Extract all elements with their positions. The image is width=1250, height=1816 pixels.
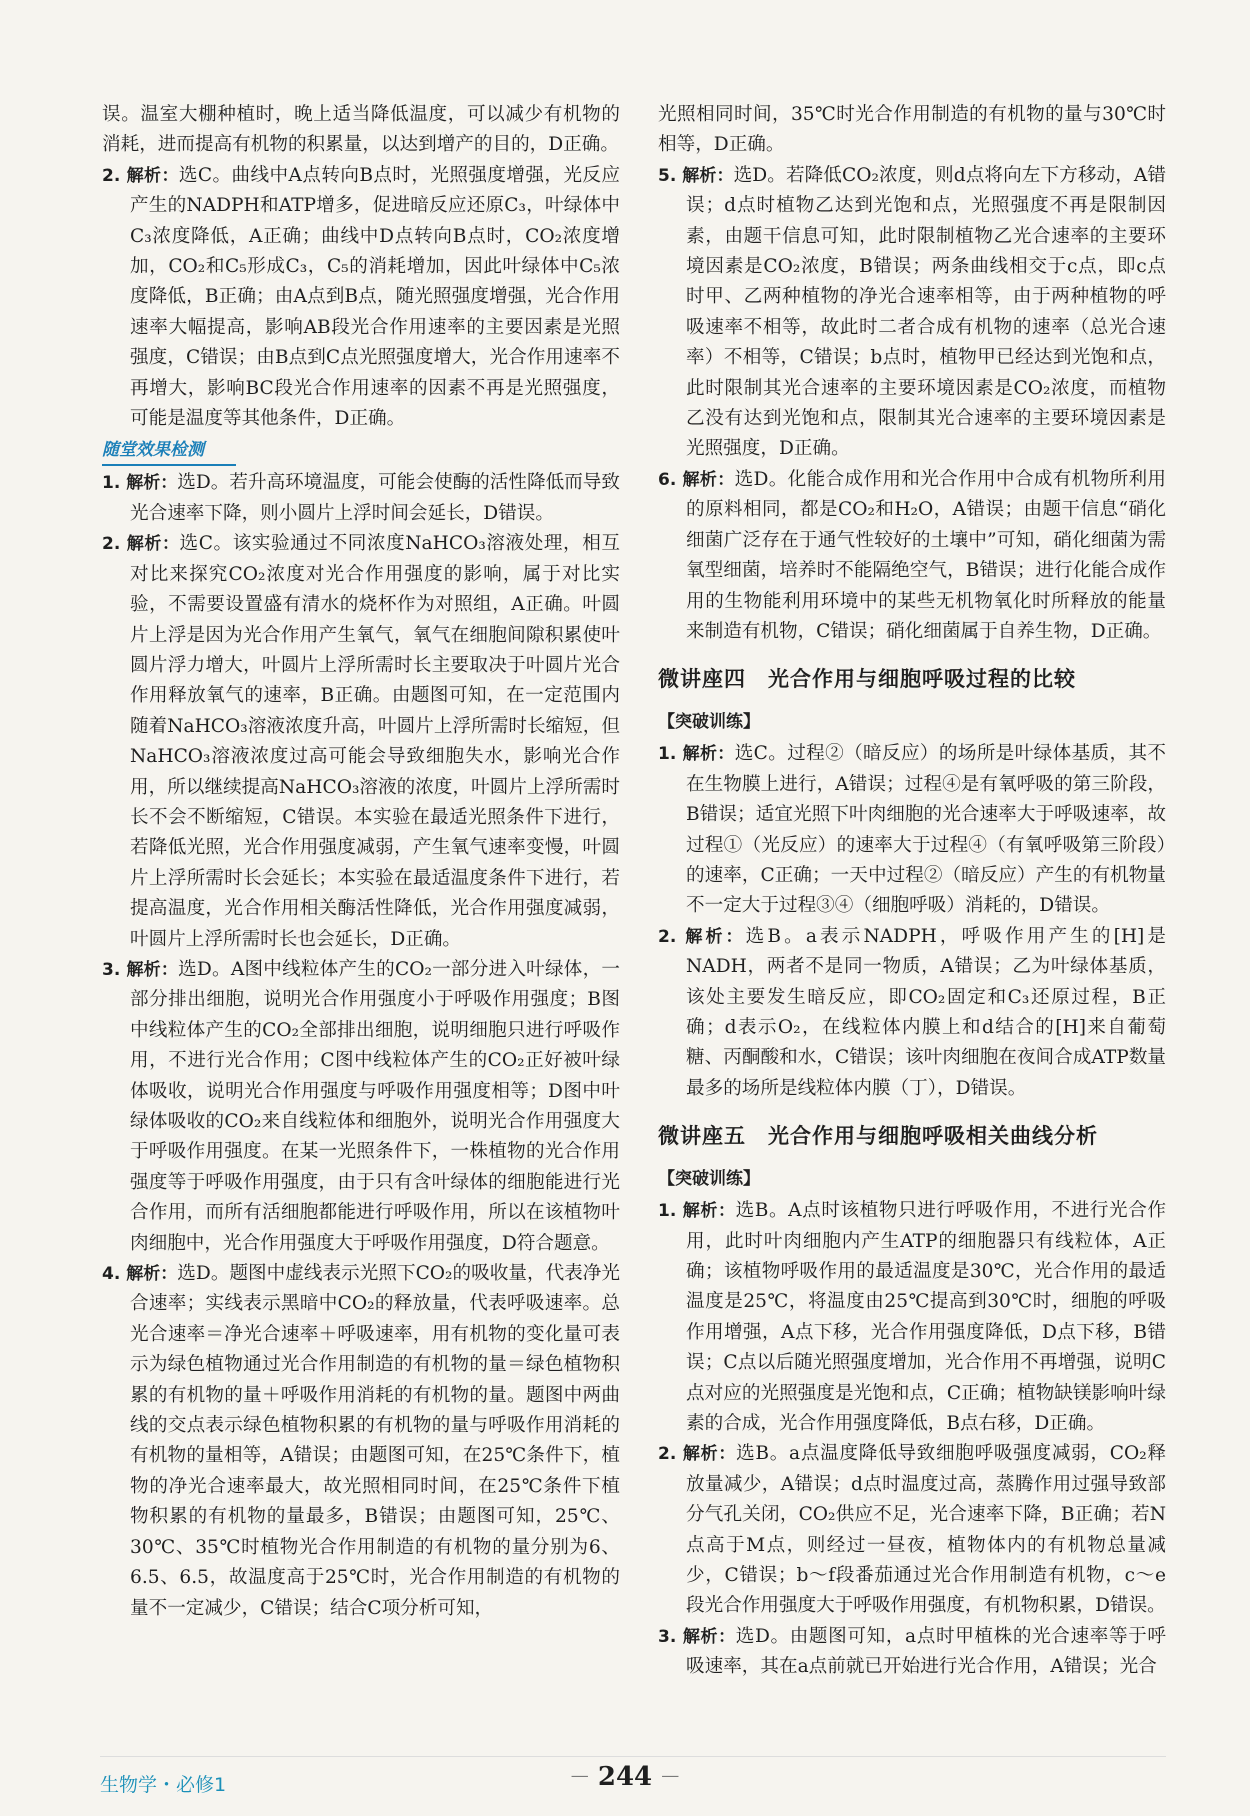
answer-item xyxy=(658,1439,1166,1621)
item-label: 解析： xyxy=(682,744,735,765)
page-number-text: 244 xyxy=(597,1762,653,1792)
answer-item xyxy=(658,465,1166,647)
item-text: 选C。该实验通过不同浓度NaHCO₃溶液处理，相互对比来探究CO₂浓度对光合作用强度的影响，属于对比实验，不需要设置盛有清水的烧杯作为对照组，A正确。叶圆片上浮是因为光合作用产生氧气，氧气在细胞间隙积累使叶圆片浮力增大，叶圆片上浮所需时长主要取决于叶圆片光合作用释放氧气的速率，B正确。由题图可知，在一定范围内随着NaHCO₃溶液浓度升高，叶圆片上浮所需时长缩短，但NaHCO₃溶液浓度过高可能会导致细胞失水，影响光合作用，所以继续提高NaHCO₃溶液的浓度，叶圆片上浮所需时长不会不断缩短，C错误。本实验在最适光照条件下进行，若降低光照，光合作用强度减弱，产生氧气速率变慢，叶圆片上浮所需时长会延长；本实验在最适温度条件下进行，若提高温度，光合作用相关酶活性降低，光合作用强度减弱，叶圆片上浮所需时长也会延长，D正确。 xyxy=(130,533,620,950)
subsection-heading: 随堂效果检测 xyxy=(102,436,236,466)
item-number: 1. xyxy=(658,744,677,765)
answer-item xyxy=(102,955,620,1259)
footer-rule xyxy=(100,1756,1166,1757)
item-number: 6. xyxy=(658,469,677,490)
answer-item xyxy=(658,922,1166,1104)
section-title: 微讲座四 光合作用与细胞呼吸过程的比较 xyxy=(658,667,1076,692)
page-number: — 244 — xyxy=(570,1762,680,1792)
footer-subject: 生物学・必修1 xyxy=(100,1774,227,1796)
answer-item xyxy=(102,468,620,529)
item-label: 解析： xyxy=(126,959,179,980)
item-number: 5. xyxy=(658,165,677,186)
item-number: 4. xyxy=(102,1264,121,1285)
training-label: 【突破训练】 xyxy=(658,1169,760,1190)
item-number: 3. xyxy=(658,1626,677,1647)
answer-item xyxy=(102,529,620,955)
section-title: 微讲座五 光合作用与细胞呼吸相关曲线分析 xyxy=(658,1124,1098,1149)
answer-item xyxy=(658,739,1166,921)
item-text: 选B。A点时该植物只进行呼吸作用，不进行光合作用，此时叶肉细胞内产生ATP的细胞器只有线粒体，A正确；该植物呼吸作用的最适温度是30℃，光合作用的最适温度是25℃，将温度由25℃提高到30℃时，细胞的呼吸作用增强，A点下移，光合作用强度降低，D点下移，B错误；C点以后随光照强度增加，光合作用不再增强，说明C点对应的光照强度是光饱和点，C正确；植物缺镁影响叶绿素的合成，光合作用强度降低，B点右移，D正确。 xyxy=(686,1200,1167,1435)
item-number: 1. xyxy=(658,1201,677,1222)
left-column xyxy=(102,100,620,1624)
item-text: 选D。化能合成作用和光合作用中合成有机物所利用的原料相同，都是CO₂和H₂O，A错误；由题干信息“硝化细菌广泛存在于通气性较好的土壤中”可知，硝化细菌为需氧型细菌，培养时不能隔绝空气，B错误；进行化能合成作用的生物能利用环境中的某些无机物氧化时所释放的能量来制造有机物，C错误；硝化细菌属于自养生物，D正确。 xyxy=(686,468,1166,642)
item-text: 选D。A图中线粒体产生的CO₂一部分进入叶绿体，一部分排出细胞，说明光合作用强度小于呼吸作用强度；B图中线粒体产生的CO₂全部排出细胞，说明细胞只进行呼吸作用，不进行光合作用；C图中线粒体产生的CO₂正好被叶绿体吸收，说明光合作用强度与呼吸作用强度相等；D图中叶绿体吸收的CO₂来自线粒体和细胞外，说明光合作用强度大于呼吸作用强度。在某一光照条件下，一株植物的光合作用强度等于呼吸作用强度，由于只有含叶绿体的细胞能进行光合作用，而所有活细胞都能进行呼吸作用，所以在该植物叶肉细胞中，光合作用强度大于呼吸作用强度，D符合题意。 xyxy=(130,958,621,1254)
item-number: 2. xyxy=(658,1444,677,1465)
item-text: 选D。若降低CO₂浓度，则d点将向左下方移动，A错误；d点时植物乙达到光饱和点，光照强度不再是限制因素，由题干信息可知，此时限制植物乙光合速率的主要环境因素是CO₂浓度，B错误；两条曲线相交于c点，即c点时甲、乙两种植物的净光合速率相等，由于两种植物的呼吸速率不相等，故此时二者合成有机物的速率（总光合速率）不相等，C错误；b点时，植物甲已经达到光饱和点，此时限制其光合速率的主要环境因素是CO₂浓度，而植物乙没有达到光饱和点，限制其光合速率的主要环境因素是光照强度，D正确。 xyxy=(686,164,1166,460)
item-label: 解析： xyxy=(682,469,735,490)
item-number: 2. xyxy=(658,926,677,947)
item-label: 解析： xyxy=(126,165,179,186)
answer-item xyxy=(658,161,1166,465)
item-text: 选C。曲线中A点转向B点时，光照强度增强，光反应产生的NADPH和ATP增多，促进暗反应还原C₃，叶绿体中C₃浓度降低，A正确；曲线中D点转向B点时，CO₂浓度增加，CO₂和C₅形成C₃，C₅的消耗增加，因此叶绿体中C₅浓度降低，B正确；由A点到B点，随光照强度增强，光合作用速率大幅提高，影响AB段光合作用速率的主要因素是光照强度，C错误；由B点到C点光照强度增大，光合作用速率不再增大，影响BC段光合作用速率的因素不再是光照强度，可能是温度等其他条件，D正确。 xyxy=(130,164,621,430)
item-number: 1. xyxy=(102,473,121,494)
answer-item xyxy=(102,161,620,435)
item-text: 选D。若升高环境温度，可能会使酶的活性降低而导致光合速率下降，则小圆片上浮时间会延长，D错误。 xyxy=(130,472,620,524)
answer-item xyxy=(658,1196,1166,1439)
paragraph: 光照相同时间，35℃时光合作用制造的有机物的量与30℃时相等，D正确。 xyxy=(658,104,1166,156)
item-label: 解析： xyxy=(126,473,178,494)
training-label: 【突破训练】 xyxy=(658,712,760,733)
item-label: 解析： xyxy=(126,534,180,555)
item-label: 解析： xyxy=(682,1444,737,1465)
item-text: 选D。由题图可知，a点时甲植株的光合速率等于呼吸速率，其在a点前就已开始进行光合作用，A错误；光合 xyxy=(686,1625,1167,1678)
item-text: 选D。题图中虚线表示光照下CO₂的吸收量，代表净光合速率；实线表示黑暗中CO₂的释放量，代表呼吸速率。总光合速率＝净光合速率＋呼吸速率，用有机物的变化量可表示为绿色植物通过光合作用制造的有机物的量＝绿色植物积累的有机物的量＋呼吸作用消耗的有机物的量。题图中两曲线的交点表示绿色植物积累的有机物的量与呼吸作用消耗的有机物的量相等，A错误；由题图可知，在25℃条件下，植物的净光合速率最大，故光照相同时间，在25℃条件下植物积累的有机物的量最多，B错误；由题图可知，25℃、30℃、35℃时植物光合作用制造的有机物的量分别为6、6.5、6.5，故温度高于25℃时，光合作用制造的有机物的量不一定减少，C错误；结合C项分析可知， xyxy=(130,1263,620,1619)
item-number: 2. xyxy=(102,165,121,186)
right-column xyxy=(658,100,1166,1683)
item-label: 解析： xyxy=(682,1626,736,1647)
item-label: 解析： xyxy=(685,926,746,947)
item-label: 解析： xyxy=(682,165,734,186)
item-text: 选C。过程②（暗反应）的场所是叶绿体基质，其不在生物膜上进行，A错误；过程④是有氧呼吸的第三阶段，B错误；适宜光照下叶肉细胞的光合速率大于呼吸速率，故过程①（光反应）的速率大于过程④（有氧呼吸第三阶段）的速率，C正确；一天中过程②（暗反应）产生的有机物量不一定大于过程③④（细胞呼吸）消耗的，D错误。 xyxy=(686,743,1167,917)
item-text: 选B。a点温度降低导致细胞呼吸强度减弱，CO₂释放量减少，A错误；d点时温度过高，蒸腾作用过强导致部分气孔关闭，CO₂供应不足，光合速率下降，B正确；若N点高于M点，则经过一昼夜，植物体内的有机物总量减少，C错误；b～f段番茄通过光合作用制造有机物，c～e段光合作用强度大于呼吸作用强度，有机物积累，D错误。 xyxy=(686,1443,1166,1617)
answer-item xyxy=(102,1259,620,1624)
item-number: 3. xyxy=(102,959,121,980)
item-label: 解析： xyxy=(126,1264,178,1285)
item-text: 选B。a表示NADPH，呼吸作用产生的[H]是NADH，两者不是同一物质，A错误；乙为叶绿体基质，该处主要发生暗反应，即CO₂固定和C₃还原过程，B正确；d表示O₂，在线粒体内膜上和d结合的[H]来自葡萄糖、丙酮酸和水，C错误；该叶肉细胞在夜间合成ATP数量最多的场所是线粒体内膜（丁），D错误。 xyxy=(686,925,1166,1099)
item-number: 2. xyxy=(102,534,121,555)
item-label: 解析： xyxy=(682,1201,736,1222)
answer-item xyxy=(658,1622,1166,1683)
paragraph: 误。温室大棚种植时，晚上适当降低温度，可以减少有机物的消耗，进而提高有机物的积累量，以达到增产的目的，D正确。 xyxy=(102,104,620,156)
